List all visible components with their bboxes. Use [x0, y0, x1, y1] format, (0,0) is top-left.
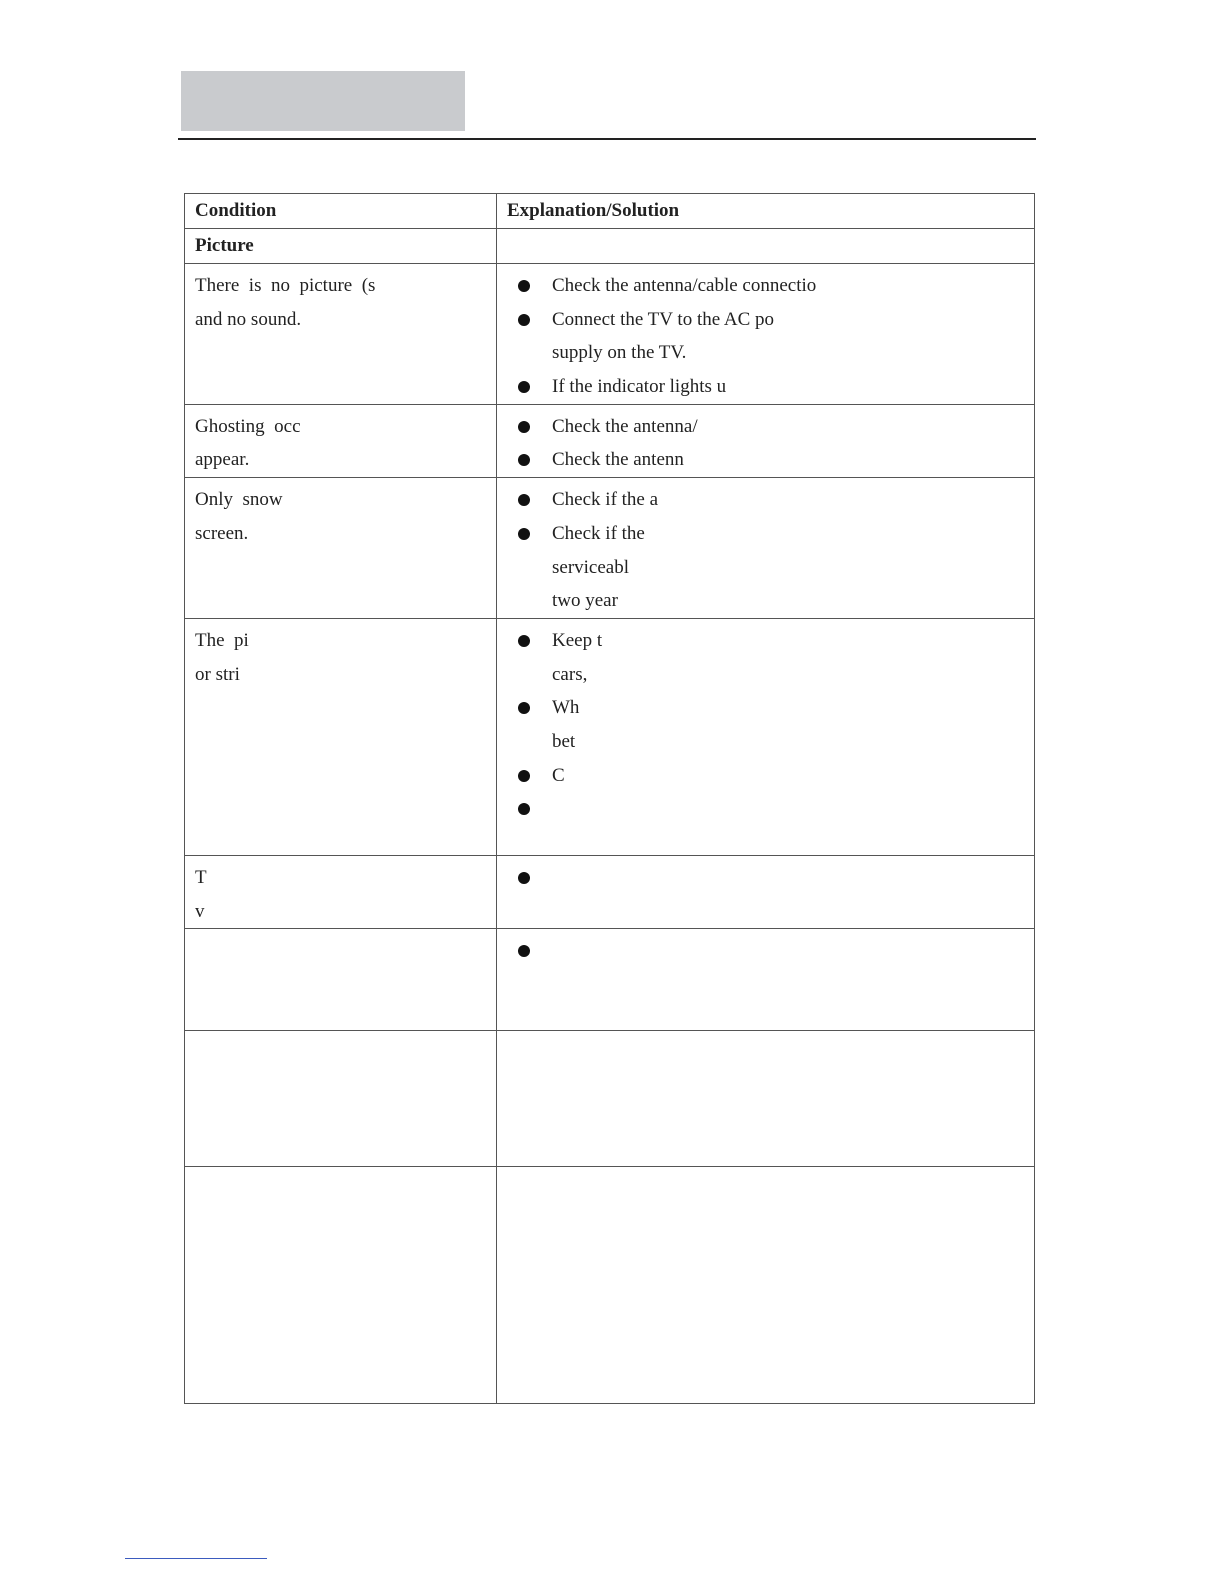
- bullet-icon: [518, 494, 530, 506]
- bullet-icon: [518, 945, 530, 957]
- solution-line: [507, 725, 1024, 759]
- condition-line: and no sound.: [195, 308, 302, 330]
- solution-cell: [497, 855, 1035, 928]
- solution-header-label: Explanation/Solution: [507, 200, 680, 221]
- bullet-icon: [518, 770, 530, 782]
- solution-list: [497, 1167, 1034, 1172]
- bullet-icon: [518, 872, 530, 884]
- condition-line: or stri: [195, 663, 240, 685]
- solution-cell: [497, 264, 1035, 405]
- table-header-row: [185, 194, 1035, 229]
- condition-text: [185, 405, 496, 477]
- solution-line-text: Keep t: [552, 629, 603, 651]
- solution-line-text: Check if the a: [552, 489, 659, 511]
- solution-line: [507, 624, 1024, 658]
- solution-line: [507, 483, 1024, 517]
- condition-text: [185, 264, 496, 336]
- section-row: [185, 229, 1035, 264]
- solution-line-text: Wh: [552, 697, 580, 719]
- solution-cell: [497, 404, 1035, 477]
- solution-line: [507, 658, 1024, 692]
- condition-cell: [185, 264, 497, 405]
- header-divider: [178, 138, 1036, 140]
- condition-line: There is no picture (s: [195, 275, 376, 296]
- condition-cell: [185, 929, 497, 1031]
- solution-line: [507, 410, 1024, 444]
- table-row: [185, 404, 1035, 477]
- bullet-icon: [518, 528, 530, 540]
- solution-line: [507, 517, 1024, 551]
- condition-cell: [185, 478, 497, 619]
- solution-cell: [497, 1167, 1035, 1404]
- condition-text: [185, 929, 496, 934]
- header-title-box: [181, 71, 465, 131]
- solution-line: [507, 861, 1024, 895]
- bottom-link-underline: [125, 1558, 267, 1559]
- condition-header: [185, 194, 497, 229]
- solution-line: [507, 759, 1024, 793]
- solution-cell: [497, 478, 1035, 619]
- solution-line-text: C: [552, 764, 565, 786]
- condition-cell: [185, 618, 497, 855]
- solution-list: [497, 264, 1034, 404]
- table-row: [185, 1031, 1035, 1167]
- condition-text: [185, 619, 496, 691]
- solution-line: [507, 584, 1024, 618]
- condition-text: [185, 1031, 496, 1036]
- table-row: [185, 618, 1035, 855]
- table-row: [185, 1167, 1035, 1404]
- condition-text: [185, 1167, 496, 1172]
- bullet-icon: [518, 702, 530, 714]
- condition-cell: [185, 1031, 497, 1167]
- solution-list: [497, 856, 1034, 895]
- condition-cell: [185, 855, 497, 928]
- solution-list: [497, 619, 1034, 826]
- bullet-icon: [518, 635, 530, 647]
- solution-line-text: serviceabl: [552, 556, 630, 578]
- condition-line: screen.: [195, 522, 249, 544]
- solution-line-text: two year: [552, 590, 618, 612]
- condition-line: The pi: [195, 629, 249, 651]
- solution-line-text: Check if the: [552, 522, 645, 544]
- solution-line-text: bet: [552, 730, 576, 752]
- section-empty-cell: [497, 229, 1035, 264]
- table-row: [185, 855, 1035, 928]
- condition-cell: [185, 1167, 497, 1404]
- solution-cell: [497, 1031, 1035, 1167]
- solution-line: [507, 336, 1024, 370]
- condition-cell: [185, 404, 497, 477]
- solution-list: [497, 405, 1034, 477]
- troubleshooting-table: [184, 193, 1035, 1404]
- solution-line: [507, 691, 1024, 725]
- condition-text: [185, 478, 496, 550]
- condition-line: v: [195, 900, 205, 922]
- solution-line: [507, 370, 1024, 404]
- solution-line-text: Check the antenna/: [552, 415, 698, 437]
- solution-line-text: Connect the TV to the AC po: [552, 308, 775, 330]
- bullet-icon: [518, 280, 530, 292]
- solution-cell: [497, 618, 1035, 855]
- condition-line: Only snow: [195, 489, 283, 511]
- bullet-icon: [518, 454, 530, 466]
- condition-line: T: [195, 866, 207, 888]
- solution-line-text: If the indicator lights u: [552, 376, 727, 398]
- condition-line: Ghosting occ: [195, 415, 301, 437]
- section-cell: [185, 229, 497, 264]
- condition-line: appear.: [195, 449, 250, 471]
- solution-header: [497, 194, 1035, 229]
- bullet-icon: [518, 421, 530, 433]
- section-label: Picture: [195, 235, 254, 256]
- solution-line-text: cars,: [552, 663, 588, 685]
- solution-line: [507, 443, 1024, 477]
- bullet-icon: [518, 314, 530, 326]
- solution-line: [507, 303, 1024, 337]
- table-row: [185, 264, 1035, 405]
- solution-list: [497, 478, 1034, 618]
- condition-header-label: Condition: [195, 200, 277, 221]
- bullet-icon: [518, 803, 530, 815]
- solution-line-text: Check the antenn: [552, 449, 684, 471]
- bullet-icon: [518, 381, 530, 393]
- solution-list: [497, 1031, 1034, 1036]
- solution-line: [507, 269, 1024, 303]
- solution-cell: [497, 929, 1035, 1031]
- solution-line-text: Check the antenna/cable connectio: [552, 275, 817, 296]
- solution-line: [507, 934, 1024, 968]
- table-row: [185, 478, 1035, 619]
- condition-text: [185, 856, 496, 928]
- table-row: [185, 929, 1035, 1031]
- solution-line: [507, 792, 1024, 826]
- solution-line-text: supply on the TV.: [552, 342, 687, 364]
- solution-line: [507, 551, 1024, 585]
- solution-list: [497, 929, 1034, 968]
